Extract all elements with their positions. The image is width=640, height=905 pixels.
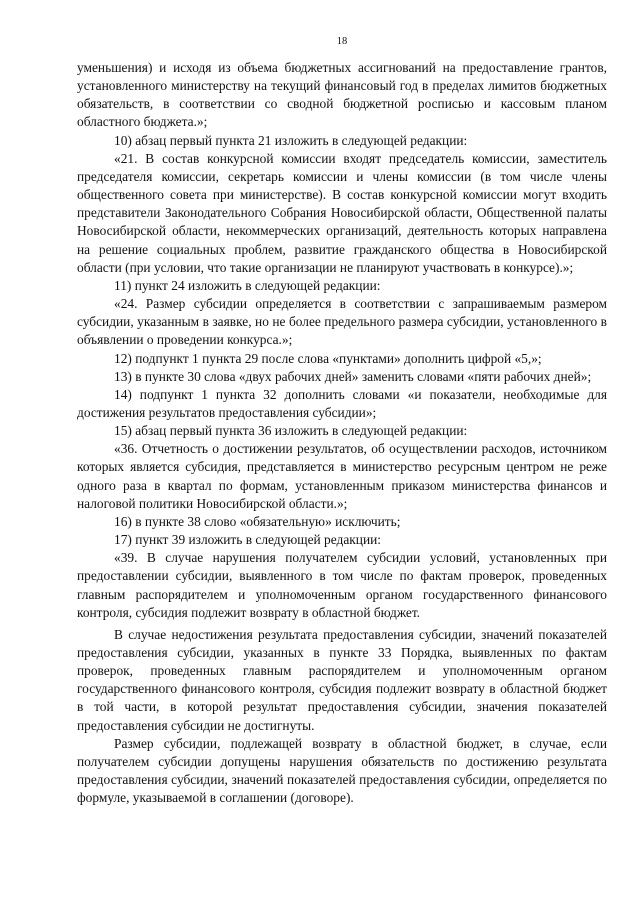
paragraph-clause-21: «21. В состав конкурсной комиссии входят председатель комиссии, заместитель председателя комиссии, секретарь комиссии и члены комиссии (в том числе члены общественного совета при министерстве). В состав конкурсной комиссии могут входить представители Законодательного Собрания Новосибирской области, Общественной палаты Новосибирской области, некоммерческих организаций, деятельность которых направлена на решение социальных проблем, развитие гражданского общества в Новосибирской области (при условии, что такие организации не планируют участвовать в конкурсе).»; — [77, 150, 607, 275]
paragraph-item-16: 16) в пункте 38 слово «обязательную» исключить; — [114, 513, 401, 529]
paragraph-clause-24: «24. Размер субсидии определяется в соответствии с запрашиваемым размером субсидии, указанным в заявке, но не более предельного размера субсидии, установленного в объявлении о проведении конкурса.»; — [77, 296, 607, 348]
paragraph-item-15: 15) абзац первый пункта 36 изложить в следующей редакции: — [114, 423, 468, 439]
paragraph-clause-39-part-3: Размер субсидии, подлежащей возврату в областной бюджет, в случае, если получателем субсидии допущены нарушения обязательств по достижению результата предоставления субсидии, значений показателей предоставления субсидии, определяется по формуле, указываемой в соглашении (договоре). — [77, 735, 607, 806]
page-number: 18 — [336, 36, 348, 47]
paragraph-item-11: 11) пункт 24 изложить в следующей редакции: — [114, 277, 381, 293]
paragraph-item-10: 10) абзац первый пункта 21 изложить в следующей редакции: — [114, 132, 468, 148]
paragraph-clause-36: «36. Отчетность о достижении результатов, об осуществлении расходов, источником которых является субсидия, представляется в министерство ресурсным центром не реже одного раза в квартал по формам, установленным приказом министерства финансов и налоговой политики Новосибирской области.»; — [77, 441, 607, 511]
paragraph-item-14: 14) подпункт 1 пункта 32 дополнить словами «и показатели, необходимые для достижения результатов предоставления субсидии»; — [77, 386, 607, 420]
paragraph-clause-39: «39. В случае нарушения получателем субсидии условий, установленных при предоставлении субсидии, выявленного в том числе по фактам проверок, проведенных главным распорядителем и уполномоченным органом государственного финансового контроля, субсидия подлежит возврату в областной бюджет. — [77, 550, 607, 620]
paragraph-clause-39-part-2: В случае недостижения результата предоставления субсидии, значений показателей предоставления субсидии, указанных в пункте 33 Порядка, выявленных по фактам проверок, проведенных главным распорядителем и уполномоченным органом государственного финансового контроля, субсидия подлежит возврату в областной бюджет в той части, в которой результат предоставления субсидии, значения показателей предоставления субсидии не достигнуты. — [77, 626, 607, 733]
paragraph-item-13: 13) в пункте 30 слова «двух рабочих дней» заменить словами «пяти рабочих дней»; — [114, 368, 592, 384]
paragraph-item-12: 12) подпункт 1 пункта 29 после слова «пунктами» дополнить цифрой «5,»; — [114, 350, 542, 366]
paragraph-item-17: 17) пункт 39 изложить в следующей редакции: — [114, 532, 382, 548]
paragraph-continuation: уменьшения) и исходя из объема бюджетных ассигнований на предоставление грантов, установленного министерству на текущий финансовый год в пределах лимитов бюджетных обязательств, в соответствии со сводной бюджетной росписью и кассовым планом областного бюджета.»; — [77, 60, 607, 130]
